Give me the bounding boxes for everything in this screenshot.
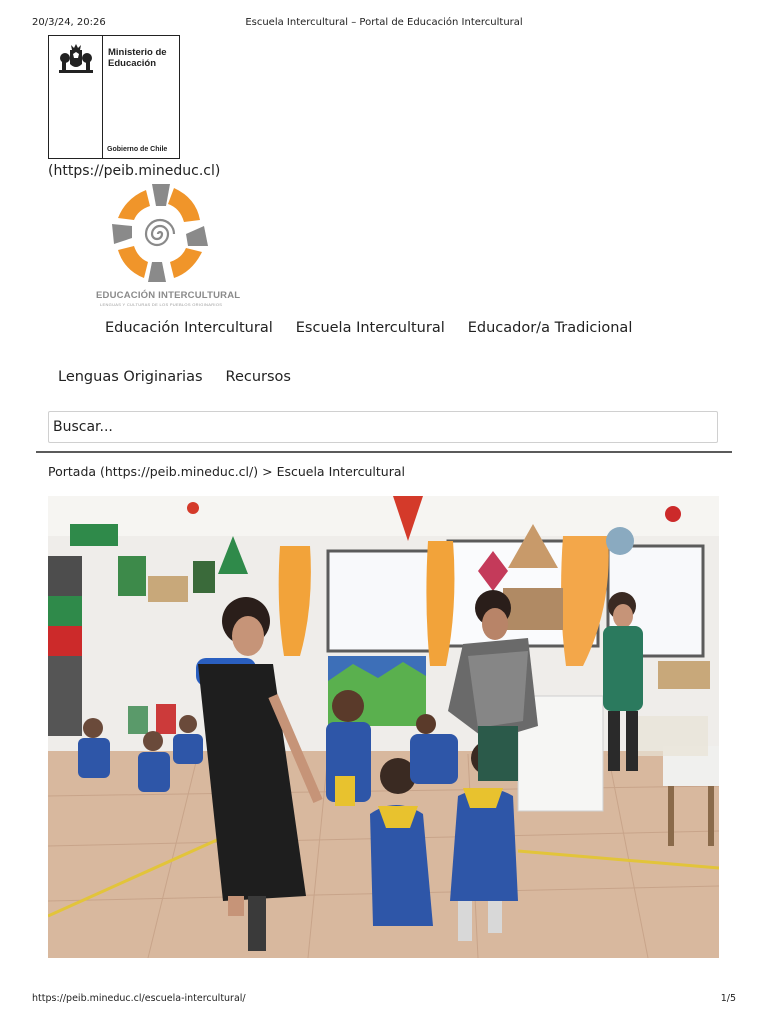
search-input[interactable] — [48, 411, 718, 443]
print-page-number: 1/5 — [720, 993, 736, 1004]
hero-classroom-photo — [48, 496, 719, 958]
nav-recursos[interactable]: Recursos — [225, 369, 291, 385]
breadcrumb-home-link[interactable]: Portada (https://peib.mineduc.cl/) — [48, 464, 259, 479]
chile-coat-of-arms-icon — [56, 42, 96, 76]
nav-escuela-intercultural[interactable]: Escuela Intercultural — [295, 320, 445, 336]
nav-lenguas-originarias[interactable]: Lenguas Originarias — [58, 369, 203, 385]
print-header — [32, 17, 736, 33]
main-nav-row-1 — [105, 320, 655, 336]
brand-subtitle: LENGUAS Y CULTURAS DE LOS PUEBLOS ORIGINARIOS — [100, 302, 223, 307]
government-name: Gobierno de Chile — [107, 146, 168, 153]
print-footer — [32, 993, 736, 1007]
ministry-line-1: Ministerio de — [108, 47, 167, 58]
site-url-link[interactable]: (https://peib.mineduc.cl) — [48, 163, 221, 179]
breadcrumb — [48, 464, 405, 479]
educacion-intercultural-logo-icon[interactable] — [110, 182, 210, 286]
nav-educacion-intercultural[interactable]: Educación Intercultural — [105, 320, 273, 336]
print-footer-url: https://peib.mineduc.cl/escuela-intercultural/ — [32, 993, 246, 1004]
brand-title: EDUCACIÓN INTERCULTURAL — [96, 290, 241, 301]
breadcrumb-current: Escuela Intercultural — [276, 464, 405, 479]
ministerio-educacion-logo[interactable] — [48, 35, 180, 159]
header-divider — [36, 451, 732, 453]
breadcrumb-separator: > — [262, 464, 273, 479]
ministry-name — [108, 47, 167, 69]
ministry-line-2: Educación — [108, 58, 157, 69]
print-datetime: 20/3/24, 20:26 — [32, 17, 106, 28]
print-page-title: Escuela Intercultural – Portal de Educación Intercultural — [245, 17, 523, 28]
main-nav-row-2 — [58, 369, 314, 385]
nav-educador-tradicional[interactable]: Educador/a Tradicional — [467, 320, 633, 336]
